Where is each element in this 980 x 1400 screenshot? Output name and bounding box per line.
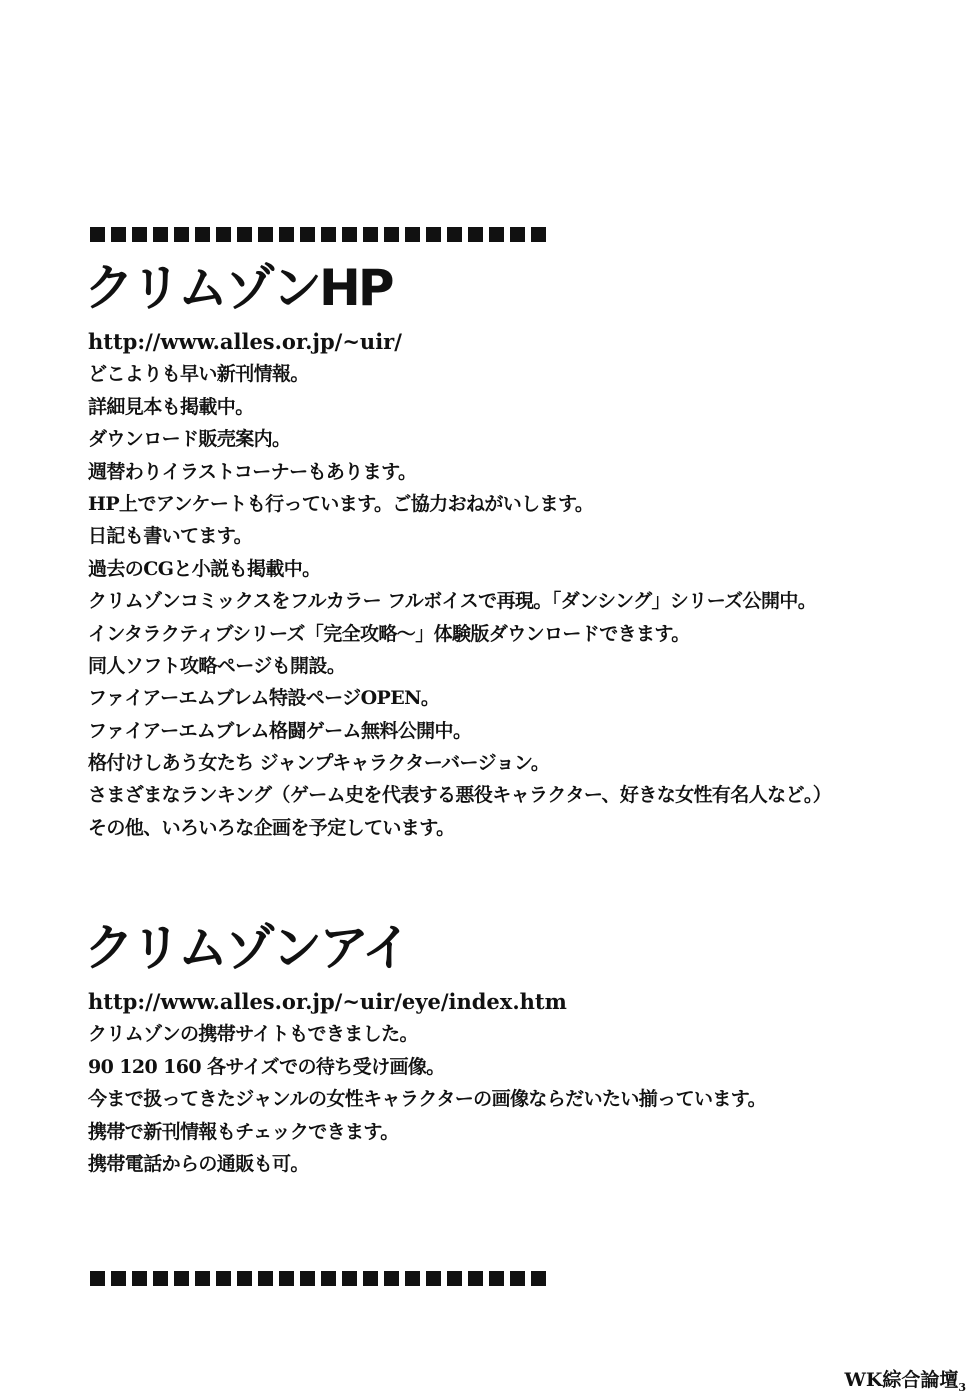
hp-line: ファイアーエムブレム格闘ゲーム無料公開中。 bbox=[88, 719, 472, 742]
eye-line: 今まで扱ってきたジャンルの女性キャラクターの画像ならだいたい揃っています。 bbox=[88, 1088, 767, 1111]
hp-line: さまざまなランキング（ゲーム史を代表する悪役キャラクター、好きな女性有名人など。） bbox=[88, 784, 832, 807]
hp-line: 日記も書いてます。 bbox=[88, 525, 253, 548]
bottom-square-divider bbox=[90, 1271, 546, 1287]
eye-line: 携帯電話からの通販も可。 bbox=[88, 1152, 309, 1175]
eye-section-body bbox=[88, 986, 948, 1180]
hp-url-link[interactable]: http://www.alles.or.jp/~uir/ bbox=[88, 329, 402, 354]
hp-line: 同人ソフト攻略ページも開設。 bbox=[88, 654, 346, 677]
watermark-text: WK綜合論壇 bbox=[844, 1369, 959, 1392]
hp-line: 格付けしあう女たち ジャンプキャラクターバージョン。 bbox=[88, 752, 550, 775]
hp-line: HP上でアンケートも行っています。ご協力おねがいします。 bbox=[88, 492, 594, 515]
hp-line: ファイアーエムブレム特設ページOPEN。 bbox=[88, 687, 440, 710]
watermark bbox=[844, 1365, 966, 1394]
hp-line: ダウンロード販売案内。 bbox=[88, 428, 291, 451]
hp-line: その他、いろいろな企画を予定しています。 bbox=[88, 816, 455, 839]
eye-section-title: クリムゾンアイ bbox=[84, 919, 409, 977]
eye-line: 90 120 160 各サイズでの待ち受け画像。 bbox=[88, 1055, 445, 1078]
hp-section-title: クリムゾンHP bbox=[84, 259, 392, 317]
hp-line: 過去のCGと小説も掲載中。 bbox=[88, 557, 321, 580]
hp-line: どこよりも早い新刊情報。 bbox=[88, 363, 309, 386]
eye-line: 携帯で新刊情報もチェックできます。 bbox=[88, 1120, 399, 1143]
top-square-divider bbox=[90, 227, 546, 243]
eye-url-link[interactable]: http://www.alles.or.jp/~uir/eye/index.htm bbox=[88, 989, 567, 1014]
hp-line: 週替わりイラストコーナーもあります。 bbox=[88, 460, 417, 483]
hp-line: クリムゾンコミックスをフルカラー フルボイスで再現。「ダンシング」シリーズ公開中。 bbox=[88, 590, 817, 613]
eye-line: クリムゾンの携帯サイトもできました。 bbox=[88, 1023, 418, 1046]
hp-line: 詳細見本も掲載中。 bbox=[88, 395, 254, 418]
page-number: 3 bbox=[958, 1381, 966, 1394]
hp-line: インタラクティブシリーズ「完全攻略～」体験版ダウンロードできます。 bbox=[88, 622, 690, 645]
hp-section-body bbox=[88, 326, 948, 844]
